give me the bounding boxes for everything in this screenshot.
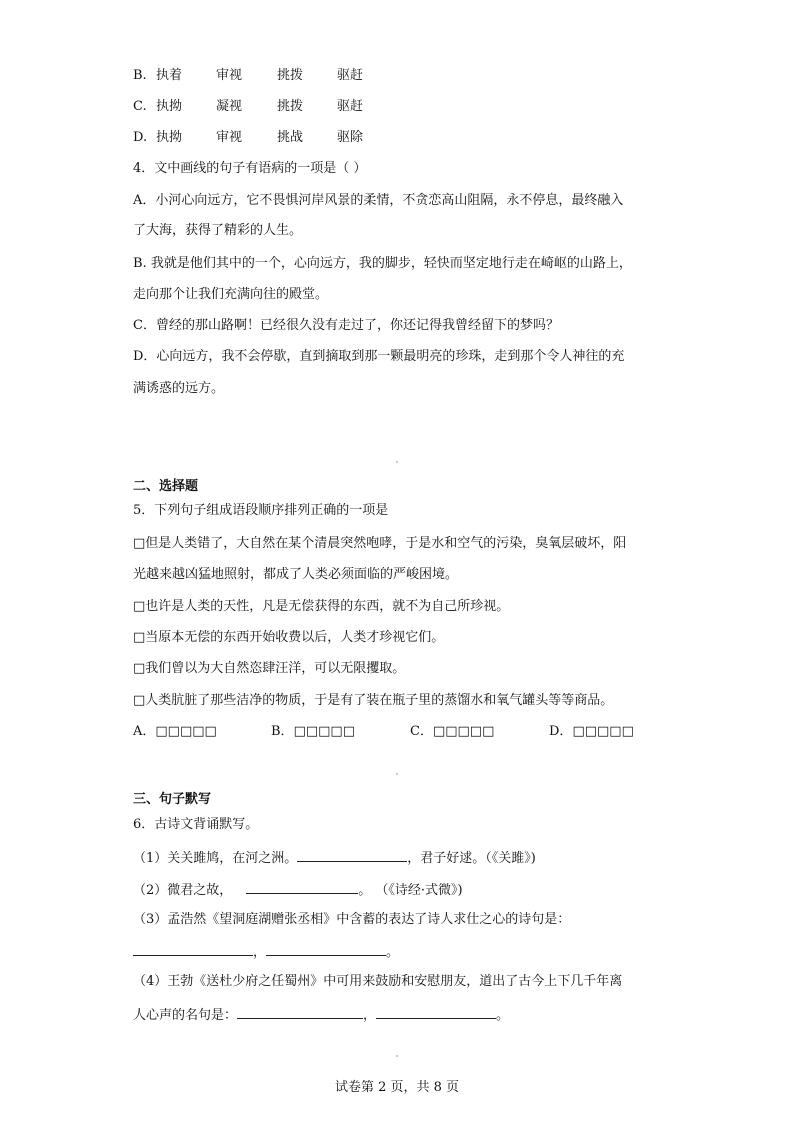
q6-part-3-blank-1[interactable] [133,942,253,956]
q5-option-b: B．□□□□□ [271,724,355,739]
q5-sentence-1-line1: □但是人类错了，大自然在某个清晨突然咆哮，于是水和空气的污染，臭氧层破坏，阳 [133,536,627,551]
q5-sentence-5: □人类肮脏了那些洁净的物质，于是有了装在瓶子里的蒸馏水和氧气罐头等等商品。 [133,693,614,708]
q4-stem: 4．文中画线的句子有语病的一项是（ ） [133,161,367,176]
q3-option-c: C. 执拗 凝视 挑拨 驱赶 [133,99,364,114]
q5-option-d: D．□□□□□ [549,724,634,739]
separator-dot [396,773,398,775]
q6-part-3-answer: ， 。 [133,942,399,962]
q4-option-d-line1: D．心向远方，我不会停歇，直到摘取到那一颗最明亮的珍珠，走到那个令人神往的充 [133,349,625,364]
q6-stem: 6．古诗文背诵默写。 [133,817,259,832]
q3-option-b: B. 执着 审视 挑拨 驱赶 [133,68,364,83]
q4-option-b-line2: 走向那个让我们充满向往的殿堂。 [133,287,329,302]
q5-sentence-1-line2: 光越来越凶猛地照射，都成了人类必须面临的严峻困境。 [133,567,459,582]
q4-option-a-line2: 了大海，获得了精彩的人生。 [133,223,303,238]
section-3-title: 三、句子默写 [133,792,212,807]
q6-part-3-blank-2[interactable] [266,942,386,956]
q4-option-b-line1: B. 我就是他们其中的一个，心向远方，我的脚步，轻快而坚定地行走在崎岖的山路上， [133,256,632,271]
separator-dot [396,461,398,463]
q6-part-4-blank-2[interactable] [376,1005,496,1019]
separator-dot [396,1055,398,1057]
q6-part-3-line1: （3）孟浩然《望洞庭湖赠张丞相》中含蓄的表达了诗人求仕之心的诗句是： [133,912,571,927]
q6-part-1: （1）关关雎鸠，在河之洲。 ，君子好逑。（《关雎》) [133,848,536,868]
q5-sentence-4: □我们曾以为大自然恣肆汪洋，可以无限攫取。 [133,661,406,676]
q6-part-1-blank[interactable] [297,848,407,862]
q6-part-4-blank-1[interactable] [237,1005,363,1019]
q4-option-c-line1: C．曾经的那山路啊！已经很久没有走过了，你还记得我曾经留下的梦吗？ [133,318,559,333]
page-footer: 试卷第 2 页，共 8 页 [334,1080,460,1095]
q6-part-2: （2）微君之故， 。 （《诗经·式微》) [133,880,463,900]
q5-option-c: C．□□□□□ [410,724,495,739]
q6-part-4-line1: （4）王勃《送杜少府之任蜀州》中可用来鼓励和安慰朋友，道出了古今上下几千年离 [133,974,623,989]
q4-option-a-line1: A．小河心向远方，它不畏惧河岸风景的柔情，不贪恋高山阻隔，永不停息，最终融入 [133,193,624,208]
q5-stem: 5．下列句子组成语段顺序排列正确的一项是 [133,503,389,518]
q3-option-d: D. 执拗 审视 挑战 驱除 [133,130,364,145]
q5-option-a: A．□□□□□ [133,724,217,739]
section-2-title: 二、选择题 [133,479,199,494]
q6-part-2-blank[interactable] [246,880,358,894]
q4-option-d-line2: 满诱惑的远方。 [133,381,225,396]
q5-sentence-3: □当原本无偿的东西开始收费以后，人类才珍视它们。 [133,630,445,645]
q6-part-4-answer: 人心声的名句是： ， 。 [133,1005,509,1025]
q5-sentence-2: □也许是人类的天性，凡是无偿获得的东西，就不为自己所珍视。 [133,599,510,614]
